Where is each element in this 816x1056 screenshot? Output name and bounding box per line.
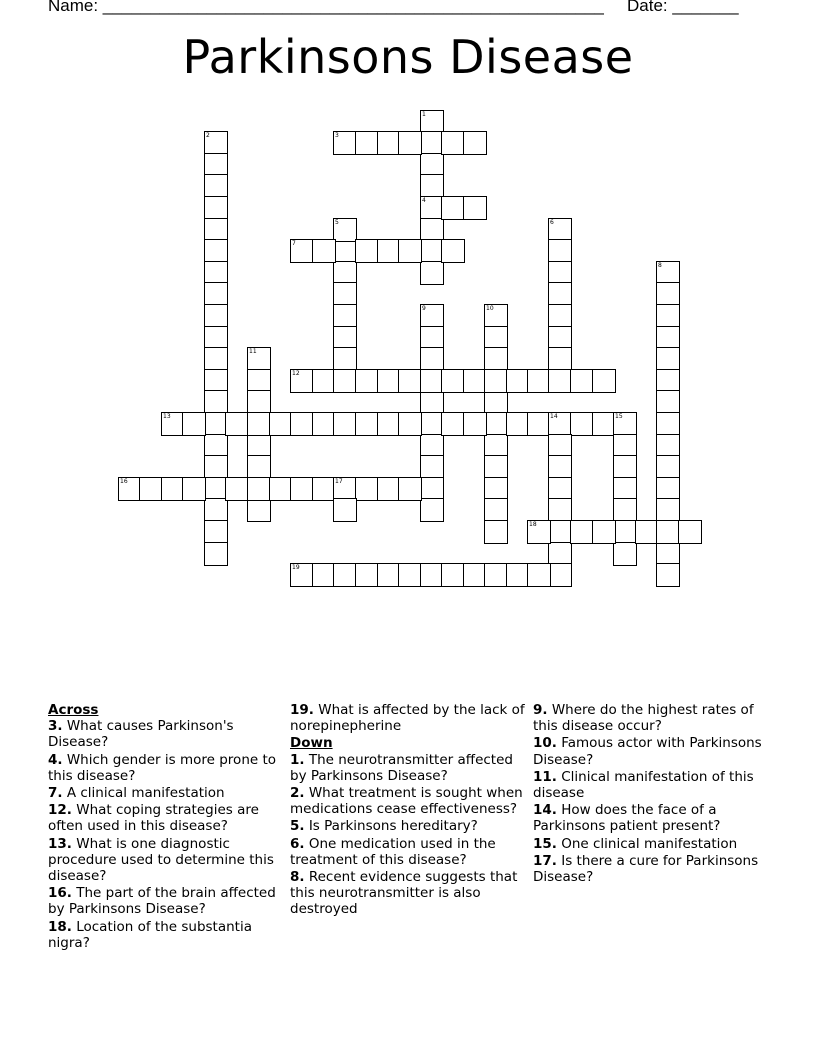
clue-down-2: 2. What treatment is sought when medications cease effectiveness? — [290, 785, 523, 818]
grid-cell[interactable] — [441, 369, 465, 393]
clue-number: 11 — [249, 348, 257, 355]
grid-cell[interactable] — [420, 347, 444, 371]
grid-cell[interactable] — [204, 304, 228, 328]
grid-cell[interactable] — [484, 563, 508, 587]
grid-cell[interactable] — [570, 369, 594, 393]
clue-down-9: 9. Where do the highest rates of this disease occur? — [533, 702, 754, 735]
clue-across-12: 12. What coping strategies are often used in this disease? — [48, 802, 259, 835]
clue-number: 15 — [615, 413, 623, 420]
grid-cell[interactable] — [613, 542, 637, 566]
grid-cell[interactable] — [247, 477, 271, 501]
grid-cell[interactable] — [656, 347, 680, 371]
grid-cell[interactable] — [355, 369, 379, 393]
grid-cell[interactable] — [548, 369, 572, 393]
grid-cell[interactable] — [355, 477, 379, 501]
grid-cell[interactable] — [570, 520, 594, 544]
grid-cell[interactable] — [656, 412, 680, 436]
clue-down-8: 8. Recent evidence suggests that this neurotransmitter is also destroyed — [290, 869, 518, 918]
grid-cell[interactable] — [139, 477, 163, 501]
grid-cell[interactable] — [333, 282, 357, 306]
clue-number: 19 — [292, 564, 300, 571]
grid-cell[interactable] — [484, 347, 508, 371]
grid-cell[interactable] — [247, 390, 271, 414]
grid-cell[interactable] — [548, 304, 572, 328]
clue-across-7: 7. A clinical manifestation — [48, 785, 225, 802]
grid-cell[interactable] — [484, 304, 508, 328]
grid-cell[interactable] — [484, 455, 508, 479]
grid-cell[interactable] — [678, 520, 702, 544]
clue-number: 10 — [486, 305, 494, 312]
grid-cell[interactable] — [548, 282, 572, 306]
grid-cell[interactable] — [484, 369, 508, 393]
clue-down-1: 1. The neurotransmitter affected by Parkinsons Disease? — [290, 751, 513, 784]
clue-across-13: 13. What is one diagnostic procedure used to determine this disease? — [48, 835, 274, 885]
grid-cell[interactable] — [290, 239, 314, 263]
grid-cell[interactable] — [333, 563, 357, 587]
grid-cell[interactable] — [656, 390, 680, 414]
grid-cell[interactable] — [613, 498, 637, 522]
clue-number: 2 — [206, 132, 210, 139]
clue-across-4: 4. Which gender is more prone to this disease? — [48, 751, 277, 784]
grid-cell[interactable] — [204, 174, 228, 198]
grid-cell[interactable] — [463, 412, 487, 436]
grid-cell[interactable] — [333, 347, 357, 371]
grid-cell[interactable] — [441, 239, 465, 263]
grid-cell[interactable] — [656, 498, 680, 522]
grid-cell[interactable] — [204, 455, 228, 479]
clue-across-16: 16. The part of the brain affected by Parkinsons Disease? — [48, 885, 276, 918]
grid-cell[interactable] — [656, 520, 680, 544]
clue-number: 17 — [335, 478, 343, 485]
grid-cell[interactable] — [484, 498, 508, 522]
grid-cell[interactable] — [548, 498, 572, 522]
grid-cell[interactable] — [592, 369, 616, 393]
grid-cell[interactable] — [355, 131, 379, 155]
grid-cell[interactable] — [592, 520, 616, 544]
down-heading: Down — [290, 735, 333, 752]
grid-cell[interactable] — [441, 196, 465, 220]
grid-cell[interactable] — [656, 304, 680, 328]
grid-cell[interactable] — [247, 455, 271, 479]
clue-number: 13 — [163, 413, 171, 420]
grid-cell[interactable] — [527, 563, 551, 587]
grid-cell[interactable] — [333, 131, 357, 155]
grid-cell[interactable] — [247, 412, 271, 436]
name-label: Name: — [48, 0, 103, 15]
grid-cell[interactable] — [484, 390, 508, 414]
clue-across-18: 18. Location of the substantia nigra? — [48, 918, 252, 951]
clue-number: 3 — [335, 132, 339, 139]
grid-cell[interactable] — [613, 520, 637, 544]
grid-cell[interactable] — [613, 412, 637, 436]
clue-number: 5 — [335, 219, 339, 226]
grid-cell[interactable] — [398, 131, 422, 155]
clue-down-14: 14. How does the face of a Parkinsons patient present? — [533, 802, 721, 835]
clue-down-15: 15. One clinical manifestation — [533, 835, 738, 852]
grid-cell[interactable] — [548, 563, 572, 587]
grid-cell[interactable] — [204, 131, 228, 155]
grid-cell[interactable] — [204, 498, 228, 522]
grid-cell[interactable] — [420, 390, 444, 414]
clue-across-3: 3. What causes Parkinson's Disease? — [48, 718, 234, 751]
grid-cell[interactable] — [548, 347, 572, 371]
grid-cell[interactable] — [463, 196, 487, 220]
grid-cell[interactable] — [398, 477, 422, 501]
clue-number: 4 — [422, 197, 426, 204]
grid-cell[interactable] — [656, 282, 680, 306]
clues-column-3 — [533, 702, 768, 886]
grid-cell[interactable] — [247, 347, 271, 371]
grid-cell[interactable] — [420, 174, 444, 198]
grid-cell[interactable] — [398, 369, 422, 393]
clue-across-19: 19. What is affected by the lack of norepinepherine — [290, 702, 525, 735]
name-field[interactable] — [48, 0, 604, 16]
grid-cell[interactable] — [182, 477, 206, 501]
grid-cell[interactable] — [225, 477, 249, 501]
grid-cell[interactable] — [398, 412, 422, 436]
grid-cell[interactable] — [290, 477, 314, 501]
clues-column-2 — [290, 702, 525, 919]
name-line[interactable]: _____________________________________________________ — [102, 0, 604, 15]
grid-cell[interactable] — [398, 563, 422, 587]
grid-cell[interactable] — [656, 455, 680, 479]
grid-cell[interactable] — [182, 412, 206, 436]
clue-number: 18 — [529, 521, 537, 528]
grid-cell[interactable] — [420, 455, 444, 479]
grid-cell[interactable] — [204, 390, 228, 414]
grid-cell[interactable] — [333, 218, 357, 242]
date-line[interactable]: _______ — [672, 0, 739, 15]
grid-cell[interactable] — [570, 412, 594, 436]
date-field[interactable] — [627, 0, 739, 16]
grid-cell[interactable] — [333, 304, 357, 328]
grid-cell[interactable] — [290, 563, 314, 587]
grid-cell[interactable] — [548, 412, 572, 436]
clue-down-17: 17. Is there a cure for Parkinsons Disease? — [533, 852, 759, 886]
clue-down-11: 11. Clinical manifestation of this disease — [533, 768, 754, 802]
grid-cell[interactable] — [204, 520, 228, 544]
grid-cell[interactable] — [420, 261, 444, 285]
across-heading: Across — [48, 702, 99, 718]
grid-cell[interactable] — [355, 563, 379, 587]
grid-cell[interactable] — [613, 455, 637, 479]
clue-number: 1 — [422, 111, 426, 118]
grid-cell[interactable] — [290, 369, 314, 393]
clue-down-5: 5. Is Parkinsons hereditary? — [290, 818, 478, 835]
grid-cell[interactable] — [333, 412, 357, 436]
grid-cell[interactable] — [247, 498, 271, 522]
grid-cell[interactable] — [204, 542, 228, 566]
grid-cell[interactable] — [398, 239, 422, 263]
clue-number: 9 — [422, 305, 426, 312]
grid-cell[interactable] — [548, 239, 572, 263]
grid-cell[interactable] — [484, 412, 508, 436]
clue-number: 12 — [292, 370, 300, 377]
grid-cell[interactable] — [204, 239, 228, 263]
clue-number: 6 — [550, 219, 554, 226]
grid-cell[interactable] — [420, 304, 444, 328]
clues-column-1 — [48, 702, 283, 952]
clue-down-6: 6. One medication used in the treatment of this disease? — [290, 835, 496, 868]
grid-cell[interactable] — [548, 455, 572, 479]
grid-cell[interactable] — [484, 520, 508, 544]
clue-down-10: 10. Famous actor with Parkinsons Disease? — [533, 735, 762, 768]
grid-cell[interactable] — [312, 239, 336, 263]
clue-number: 7 — [292, 240, 296, 247]
grid-cell[interactable] — [204, 282, 228, 306]
grid-cell[interactable] — [355, 412, 379, 436]
clue-number: 16 — [120, 478, 128, 485]
date-label: Date: — [627, 0, 673, 15]
grid-cell[interactable] — [333, 369, 357, 393]
grid-cell[interactable] — [204, 347, 228, 371]
clue-number: 14 — [550, 413, 558, 420]
grid-cell[interactable] — [656, 563, 680, 587]
grid-cell[interactable] — [225, 412, 249, 436]
clue-number: 8 — [658, 262, 662, 269]
grid-cell[interactable] — [527, 520, 551, 544]
grid-cell[interactable] — [290, 412, 314, 436]
grid-cell[interactable] — [441, 412, 465, 436]
grid-cell[interactable] — [441, 131, 465, 155]
page-title: Parkinsons Disease — [182, 30, 634, 84]
grid-cell[interactable] — [420, 498, 444, 522]
grid-cell[interactable] — [333, 498, 357, 522]
grid-cell[interactable] — [355, 239, 379, 263]
grid-cell[interactable] — [463, 131, 487, 155]
grid-cell[interactable] — [548, 520, 572, 544]
grid-cell[interactable] — [441, 563, 465, 587]
grid-cell[interactable] — [204, 196, 228, 220]
